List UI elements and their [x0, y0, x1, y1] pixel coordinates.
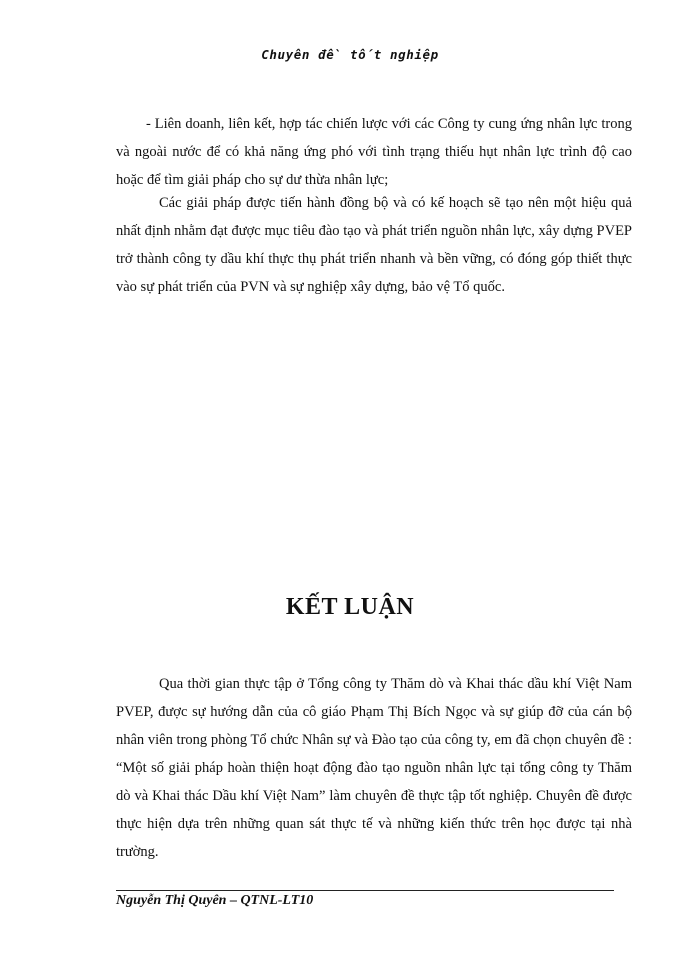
- body-paragraph-partnership: - Liên doanh, liên kết, hợp tác chiến lược với các Công ty cung ứng nhân lực trong và ngoài nước để có khả năng ứng phó với tình trạng thiếu hụt nhân lực trình độ cao hoặc để tìm giải pháp cho sự dư thừa nhân lực;: [116, 116, 632, 188]
- body-paragraph-solutions: Các giải pháp được tiến hành đồng bộ và có kế hoạch sẽ tạo nên một hiệu quả nhất định nhằm đạt được mục tiêu đào tạo và phát triển nguồn nhân lực, xây dựng PVEP trở thành công ty dầu khí thực thụ phát triển nhanh và bền vững, có đóng góp thiết thực vào sự phát triển của PVN và sự nghiệp xây dựng, bảo vệ Tổ quốc.: [116, 195, 632, 295]
- footer-divider: [116, 890, 614, 891]
- page-footer-author: Nguyễn Thị Quyên – QTNL-LT10: [116, 893, 314, 908]
- conclusion-heading: KẾT LUẬN: [285, 594, 415, 620]
- conclusion-paragraph: Qua thời gian thực tập ở Tổng công ty Thăm dò và Khai thác dầu khí Việt Nam PVEP, được sự hướng dẫn của cô giáo Phạm Thị Bích Ngọc và sự giúp đỡ của cán bộ nhân viên trong phòng Tổ chức Nhân sự và Đào tạo của công ty, em đã chọn chuyên đề : “Một số giải pháp hoàn thiện hoạt động đào tạo nguồn nhân lực tại tổng công ty Thăm dò và Khai thác Dầu khí Việt Nam” làm chuyên đề thực tập tốt nghiệp. Chuyên đề được thực hiện dựa trên những quan sát thực tế và những kiến thức trên học được tại nhà trường.: [116, 676, 632, 860]
- page-header-title: Chuyên đề tốt nghiệp: [261, 47, 439, 62]
